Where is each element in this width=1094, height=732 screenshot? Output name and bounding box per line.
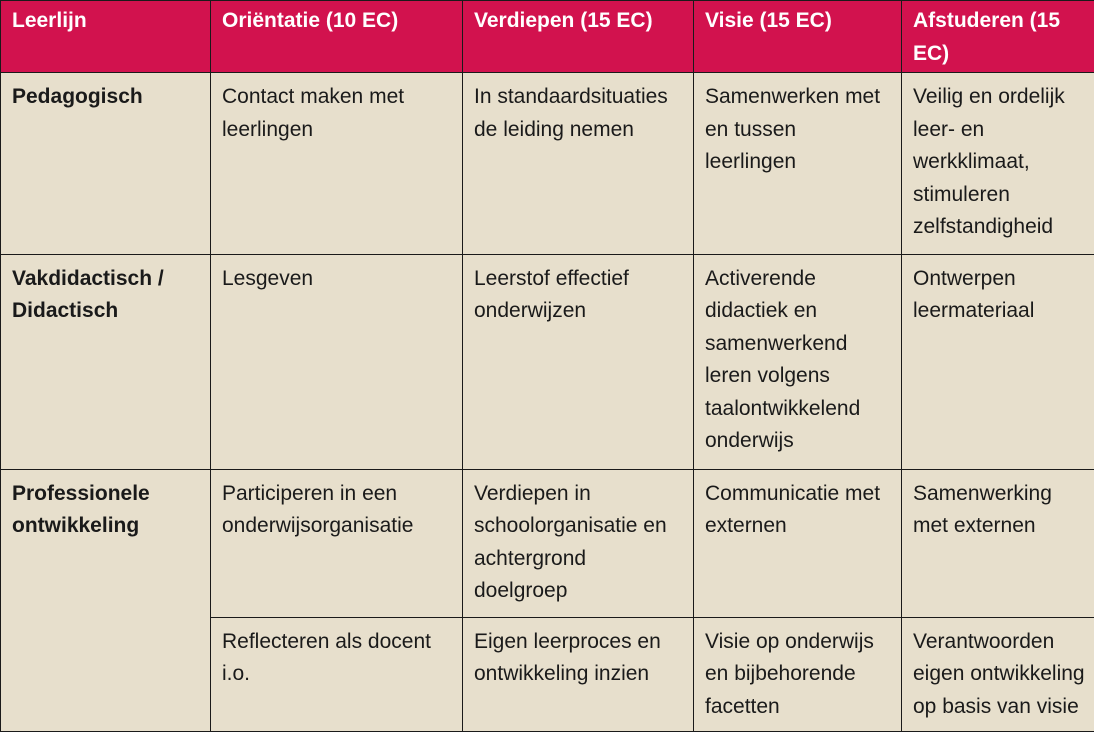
table-cell: Contact maken met leerlingen [211, 73, 463, 255]
header-leerlijn: Leerlijn [1, 1, 211, 73]
table-cell: In standaardsituaties de leiding nemen [463, 73, 694, 255]
table-cell: Ontwerpen leermateriaal [902, 254, 1094, 469]
row-label-professionele-ontwikkeling: Professionele ontwikkeling [1, 469, 211, 731]
table-cell: Verantwoorden eigen ontwikkeling op basis van visie [902, 617, 1094, 731]
row-label-pedagogisch: Pedagogisch [1, 73, 211, 255]
table-cell: Verdiepen in schoolorganisatie en achtergrond doelgroep [463, 469, 694, 617]
table-cell: Samenwerking met externen [902, 469, 1094, 617]
header-verdiepen: Verdiepen (15 EC) [463, 1, 694, 73]
header-visie: Visie (15 EC) [694, 1, 902, 73]
table-cell: Eigen leerproces en ontwikkeling inzien [463, 617, 694, 731]
table-cell: Activerende didactiek en samenwerkend leren volgens taalontwikkelend onderwijs [694, 254, 902, 469]
table-header-row [1, 1, 1094, 73]
table-row [1, 73, 1094, 255]
table-cell: Participeren in een onderwijsorganisatie [211, 469, 463, 617]
table-cell: Lesgeven [211, 254, 463, 469]
table-cell: Reflecteren als docent i.o. [211, 617, 463, 731]
table-cell: Leerstof effectief onderwijzen [463, 254, 694, 469]
table-cell: Samenwerken met en tussen leerlingen [694, 73, 902, 255]
table-row [1, 254, 1094, 469]
table-cell: Veilig en ordelijk leer- en werkklimaat, stimuleren zelfstandigheid [902, 73, 1094, 255]
header-orientatie: Oriëntatie (10 EC) [211, 1, 463, 73]
header-afstuderen: Afstuderen (15 EC) [902, 1, 1094, 73]
table-cell: Communicatie met externen [694, 469, 902, 617]
table-cell: Visie op onderwijs en bijbehorende facetten [694, 617, 902, 731]
table-row [1, 469, 1094, 617]
row-label-vakdidactisch: Vakdidactisch / Didactisch [1, 254, 211, 469]
